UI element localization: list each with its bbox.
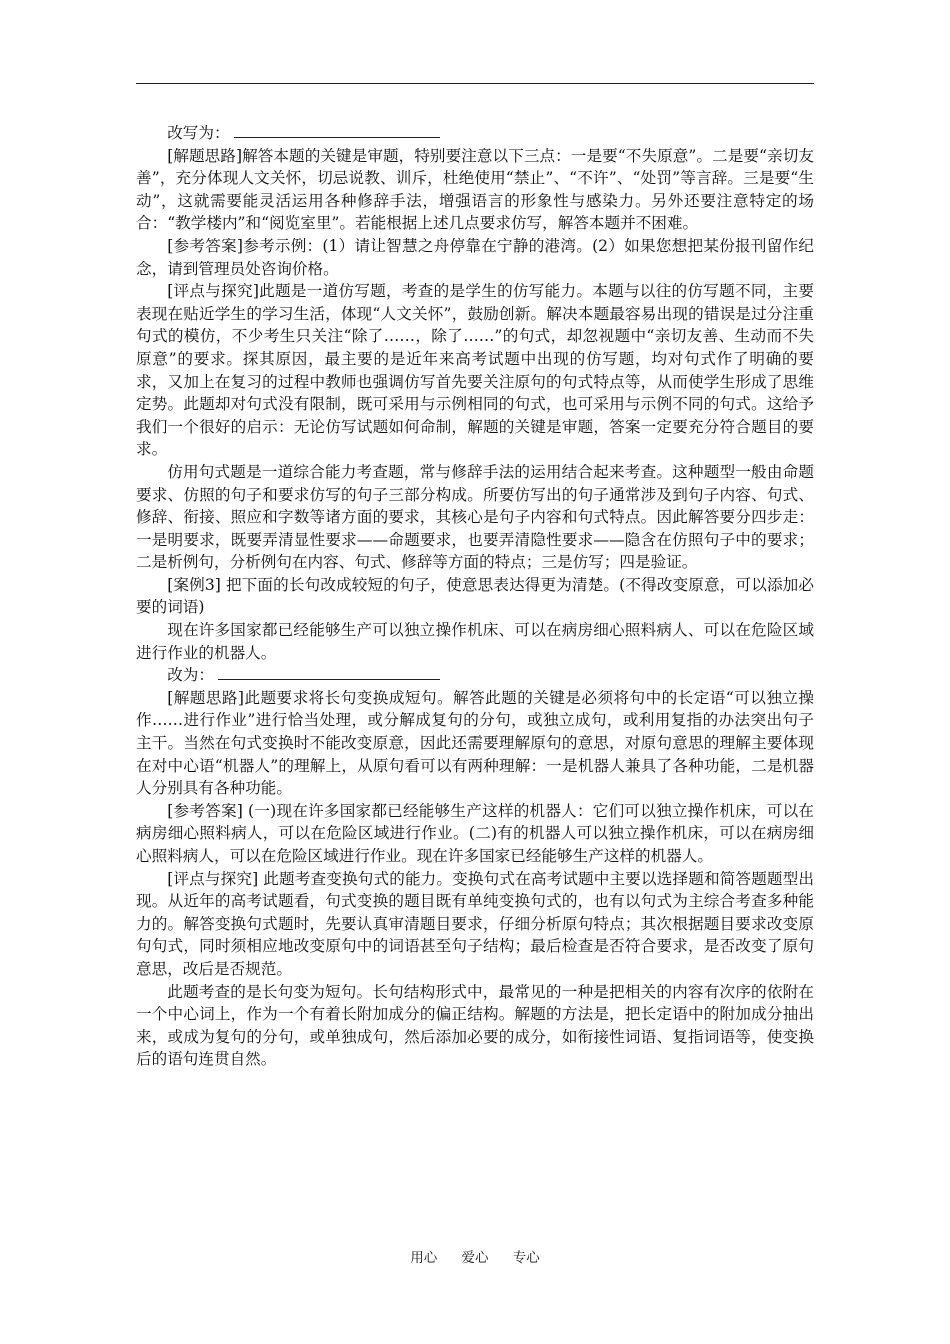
rewrite-label: 改为： [167, 666, 214, 685]
paragraph: 现在许多国家都已经能够生产可以独立操作机床、可以在病房细心照料病人、可以在危险区域进行作业的机器人。 [136, 621, 814, 662]
paragraph: [评点与探究] 此题考查变换句式的能力。变换句式在高考试题中主要以选择题和简答题题型出现。从近年的高考试题看，句式变换的题目既有单纯变换句式的，也有以句式为主综合考查多种能力的。解答变换句式题时，先要认真审清题目要求，仔细分析原句特点；其次根据题目要求改变原句句式，同时须相应地改变原句中的词语甚至句子结构；最后检查是否符合要求，是否改变了原句意思，改后是否规范。 [136, 869, 814, 978]
document-body [136, 122, 814, 1071]
header-rule [136, 83, 814, 84]
paragraph: [参考答案] (一)现在许多国家都已经能够生产这样的机器人：它们可以独立操作机床，可以在病房细心照料病人，可以在危险区域进行作业。(二)有的机器人可以独立操作机床，可以在病房细心照料病人，可以在危险区域进行作业。现在许多国家已经能够生产这样的机器人。 [136, 801, 814, 865]
answer-blank [234, 123, 440, 138]
paragraph: [解题思路]解答本题的关键是审题，特别要注意以下三点：一是要“不失原意”。二是要“亲切友善”，充分体现人文关怀，切忌说教、训斥，杜绝使用“禁止”、“不许”、“处罚”等言辞。三是要“生动”，这就需要能灵活运用各种修辞手法，增强语言的形象性与感染力。另外还要注意特定的场合：“教学楼内”和“阅览室里”。若能根据上述几点要求仿写，解答本题并不困难。 [136, 146, 814, 233]
answer-blank [218, 665, 440, 680]
footer-text: 用心 [410, 1250, 438, 1266]
paragraph: [参考答案]参考示例：(1）请让智慧之舟停靠在宁静的港湾。(2）如果您想把某份报刊留作纪念，请到管理员处咨询价格。 [136, 236, 814, 278]
rewrite-label: 改写为： [167, 124, 230, 142]
paragraph: [评点与探究]此题是一道仿写题，考查的是学生的仿写能力。本题与以往的仿写题不同，主要表现在贴近学生的学习生活，体现“人文关怀”，鼓励创新。解决本题最容易出现的错误是过分注重句式的模仿，不少考生只关注“除了……，除了……”的句式，却忽视题中“亲切友善、生动而不失原意”的要求。探其原因，最主要的是近年来高考试题中出现的仿写题，均对句式作了明确的要求，又加上在复习的过程中教师也强调仿写首先要关注原句的句式特点等，从而使学生形成了思维定势。此题却对句式没有限制，既可采用与示例相同的句式，也可采用与示例不同的句式。这给予我们一个很好的启示：无论仿写试题如何命制，解题的关键是审题，答案一定要充分符合题目的要求。 [136, 282, 814, 459]
page-footer [0, 1246, 950, 1266]
rewrite-prompt [136, 122, 814, 145]
footer-text: 爱心 [461, 1250, 489, 1266]
rewrite-prompt [136, 664, 814, 687]
paragraph: 此题考查的是长句变为短句。长句结构形式中，最常见的一种是把相关的内容有次序的依附在一个中心词上，作为一个有着长附加成分的偏正结构。解题的方法是，把长定语中的附加成分抽出来，或成为复句的分句，或单独成句，然后添加必要的成分，如衔接性词语、复指词语等，使变换后的语句连贯自然。 [136, 982, 814, 1069]
paragraph: [解题思路]此题要求将长句变换成短句。解答此题的关键是必须将句中的长定语“可以独立操作……进行作业”进行恰当处理，或分解成复句的分句，或独立成句，或利用复指的办法突出句子主干。当然在句式变换时不能改变原意，因此还需要理解原句的意思，对原句意思的理解主要体现在对中心语“机器人”的理解上，从原句看可以有两种理解：一是机器人兼具了各种功能，二是机器人分别具有各种功能。 [136, 688, 814, 798]
footer-text: 专心 [512, 1250, 540, 1266]
paragraph: 仿用句式题是一道综合能力考查题，常与修辞手法的运用结合起来考查。这种题型一般由命题要求、仿照的句子和要求仿写的句子三部分构成。所要仿写出的句子通常涉及到句子内容、句式、修辞、衔接、照应和字数等诸方面的要求，其核心是句子内容和句式特点。因此解答要分四步走：一是明要求，既要弄清显性要求——命题要求，也要弄清隐性要求——隐含在仿照句子中的要求；二是析例句，分析例句在内容、句式、修辞等方面的特点；三是仿写；四是验证。 [136, 462, 814, 572]
paragraph: [案例3] 把下面的长句改成较短的句子，使意思表达得更为清楚。(不得改变原意，可以添加必要的词语) [136, 575, 814, 617]
